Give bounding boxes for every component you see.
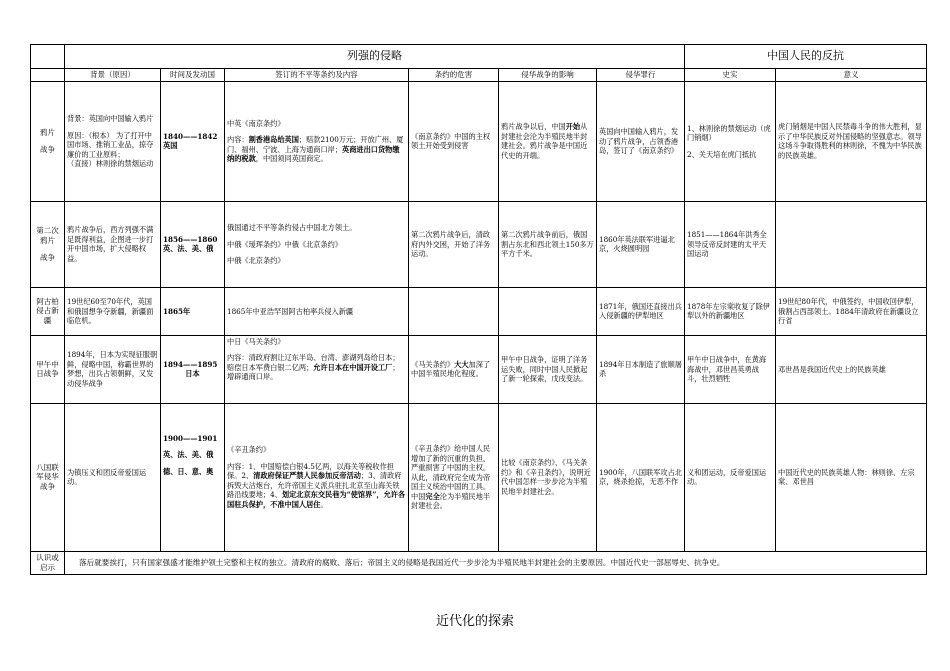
table-row: [31, 403, 927, 551]
meaning-cell: 中国近代史的民族英雄人物：林则徐、左宗棠、邓世昌: [776, 403, 927, 551]
next-section-title: 近代化的探索: [435, 614, 514, 629]
table-row: [31, 81, 927, 201]
background-cell: 鸦片战争后，西方列强不满足既得利益，企图进一步打开中国市场，扩大侵略权益。: [65, 201, 161, 287]
group-header-invasion: 列强的侵略: [65, 45, 685, 69]
facts-cell: 甲午中日战争中，在黄海海战中，邓世昌英勇战斗，壮烈牺牲: [685, 335, 776, 403]
facts-cell: 1、林则徐的禁烟运动（虎门销烟） 2、关天培在虎门抵抗: [685, 81, 776, 201]
crime-cell: 1860年英法联军进逼北京，火烧圆明园: [597, 201, 685, 287]
impact-cell: 比较《南京条约》、《马关条约》和《辛丑条约》，说明近代中国怎样一步步沦为半殖民地半封建社会。: [499, 403, 597, 551]
background-cell: 背景：英国向中国输入鸦片 原因：（根本） 为了打开中国市场、推销工业品，掠夺廉价的工业原料； （直接）林则徐的禁烟运动: [65, 81, 161, 201]
time-cell: 1840——1842 英国: [161, 81, 225, 201]
harm-cell: 第二次鸦片战争后，清政府内外交困，开始了洋务运动。: [409, 201, 499, 287]
harm-cell: [409, 287, 499, 335]
meaning-cell: 19世纪80年代，中俄签约，中国收回伊犁，俄割占西部领土。1884年清政府在新疆设立行省: [776, 287, 927, 335]
col-header-harm: 条约的危害: [409, 69, 499, 82]
facts-cell: 1878年左宗棠收复了除伊犁以外的新疆地区: [685, 287, 776, 335]
war-name: 阿古柏 侵占新 疆: [31, 287, 65, 335]
harm-cell: 《辛丑条约》给中国人民增加了新的沉重的负担，严重损害了中国的主权。从此，清政府完全成为帝国主义统治中国的工具。中国完全沦为半殖民地半封建社会。: [409, 403, 499, 551]
impact-cell: 甲午中日战争，证明了洋务运失败，同时中国人民掀起了新一轮探索，戊戌变法。: [499, 335, 597, 403]
harm-cell: 《马关条约》大大加深了中国半殖民地化程度。: [409, 335, 499, 403]
history-table: [30, 44, 927, 575]
war-name: 第二次 鸦片 战争: [31, 201, 65, 287]
impact-cell: [499, 287, 597, 335]
col-header-impact: 侵华战争的影响: [499, 69, 597, 82]
empty-header: [31, 69, 65, 82]
crime-cell: 1894年日本制造了旅顺屠杀: [597, 335, 685, 403]
impact-cell: 第二次鸦片战争前后，俄国割占东北和西北领土150多万平方千米。: [499, 201, 597, 287]
crime-cell: 1871年，俄国还直接出兵入侵新疆的伊犁地区: [597, 287, 685, 335]
col-header-background: 背景（原因）: [65, 69, 161, 82]
col-header-crime: 侵华罪行: [597, 69, 685, 82]
facts-cell: 义和团运动，反帝爱国运动。: [685, 403, 776, 551]
facts-cell: 1851——1864年洪秀全领导反帝反封建的太平天国运动: [685, 201, 776, 287]
crime-cell: 英国向中国输入鸦片，发动了鸦片战争，占领香港岛，签订了《南京条约》: [597, 81, 685, 201]
harm-cell: 《南京条约》中国的主权领土开始受到侵害: [409, 81, 499, 201]
war-name: 甲午中 日战争: [31, 335, 65, 403]
background-cell: 1894年，日本为实现征服朝鲜，侵略中国，称霸世界的梦想，出兵占领朝鲜，又发动侵华战争: [65, 335, 161, 403]
impact-cell: 鸦片战争以后，中国开始从封建社会沦为半殖民地半封建社会。鸦片战争是中国近代史的开端。: [499, 81, 597, 201]
col-header-treaty: 签订的不平等条约及内容: [225, 69, 409, 82]
war-name: 鸦片 战争: [31, 81, 65, 201]
time-cell: 1856——1860 英、法、美、俄: [161, 201, 225, 287]
corner-cell: [31, 45, 65, 69]
col-header-meaning: 意义: [776, 69, 927, 82]
war-name: 八国联 军侵华 战争: [31, 403, 65, 551]
table-row: [31, 201, 927, 287]
meaning-cell: 虎门销烟是中国人民禁毒斗争的伟大胜利，显示了中华民族反对外国侵略的坚强意志。领导这场斗争取得胜利的林则徐，不愧为中华民族的民族英雄。: [776, 81, 927, 201]
col-header-facts: 史实: [685, 69, 776, 82]
col-header-time: 时间及发动国: [161, 69, 225, 82]
treaty-cell: 《辛丑条约》 内容：1、中国赔偿白银4.5亿两，以海关等税收作担保。2、清政府保证严禁人民参加反帝活动；3、清政府拆毁大沽炮台，允许帝国主义派兵驻扎北京至山海关铁路沿线要地；4、划定北京东交民巷为“使馆界”，允许各国驻兵保护，不准中国人居住。: [225, 403, 409, 551]
treaty-cell: 中日《马关条约》 内容：清政府割让辽东半岛、台湾、澎湖列岛给日本；赔偿日本军费白银二亿两；允许日本在中国开设工厂；增辟通商口岸。: [225, 335, 409, 403]
background-cell: 为镇压义和团反帝爱国运动。: [65, 403, 161, 551]
footer-text: 落后就要挨打，只有国家强盛才能维护领土完整和主权的独立。清政府的腐败、落后；帝国主义的侵略是我国近代一步步沦为半殖民地半封建社会的主要原因。中国近代史一部屈辱史、抗争史。: [65, 551, 927, 574]
group-header-resistance: 中国人民的反抗: [685, 45, 927, 69]
time-cell: 1900——1901 英、法、美、俄 德、日、意、奥: [161, 403, 225, 551]
background-cell: 19世纪60至70年代，英国和俄国想争夺新疆，新疆面临危机。: [65, 287, 161, 335]
treaty-cell: 中英《南京条约》 内容：割香港岛给英国；赔款2100万元；开放广州、厦门、福州、宁波、上海为通商口岸；英商进出口货物缴纳的税款，中国须同英国商定。: [225, 81, 409, 201]
meaning-cell: 邓世昌是我国近代史上的民族英雄: [776, 335, 927, 403]
crime-cell: 1900年，八国联军攻占北京，烧杀抢掠，无恶不作: [597, 403, 685, 551]
time-cell: 1865年: [161, 287, 225, 335]
treaty-cell: 1865年中亚浩罕国阿古柏率兵侵入新疆: [225, 287, 409, 335]
footer-label: 认识或启示: [31, 551, 65, 574]
meaning-cell: [776, 201, 927, 287]
time-cell: 1894——1895 日本: [161, 335, 225, 403]
treaty-cell: 俄国通过不平等条约侵占中国北方领土。 中俄《瑷珲条约》中俄《北京条约》 中俄《北京条约》: [225, 201, 409, 287]
table-row: [31, 287, 927, 335]
table-row: [31, 335, 927, 403]
